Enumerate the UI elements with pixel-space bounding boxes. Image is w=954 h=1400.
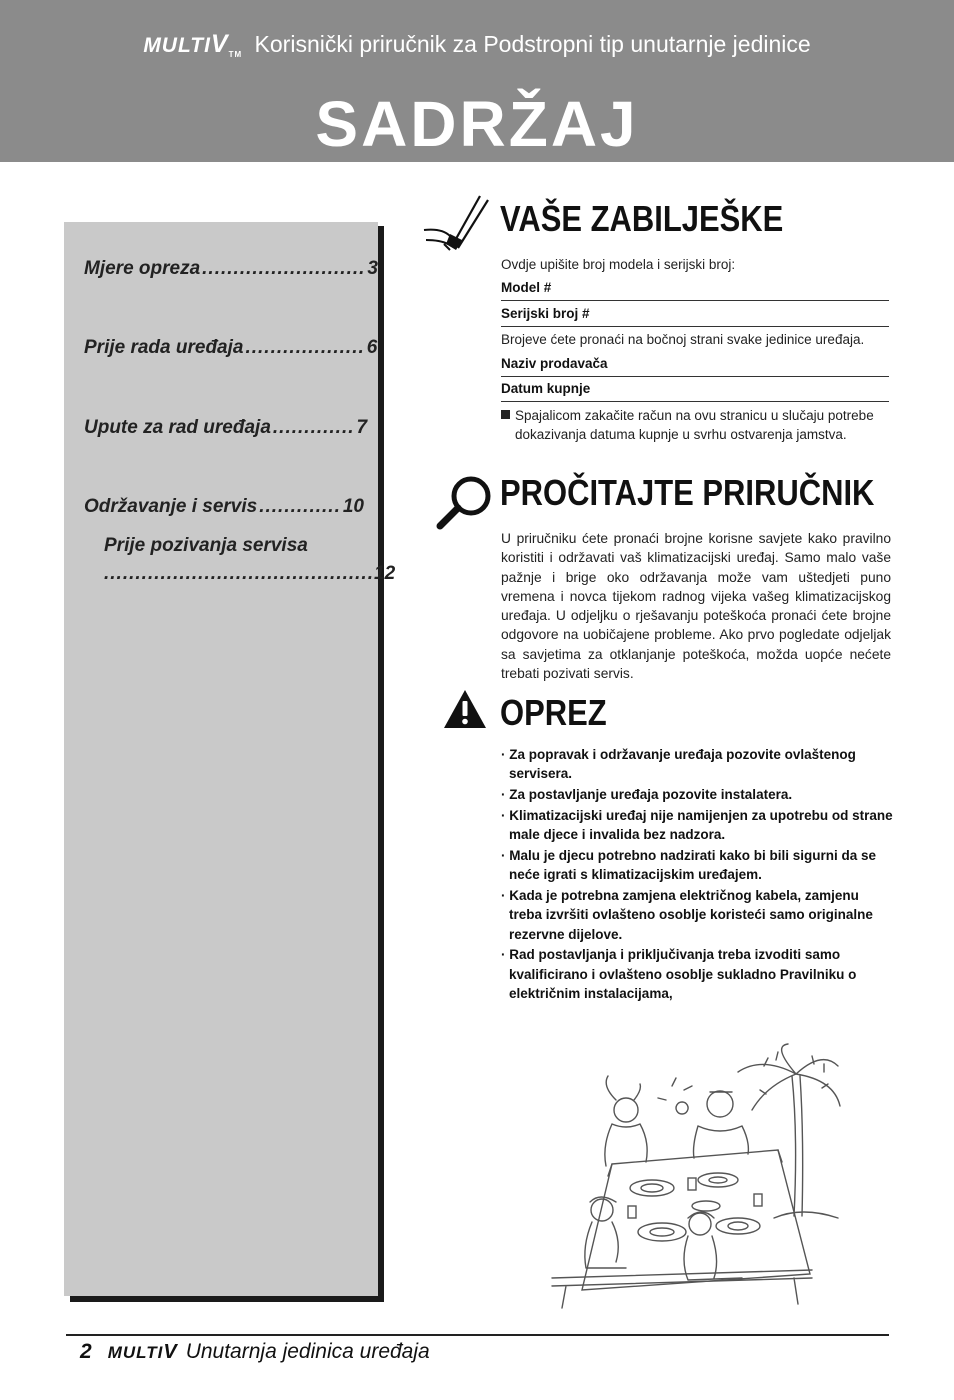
toc-subitem-dotline[interactable] bbox=[104, 563, 396, 585]
toc-dots: ............. bbox=[259, 496, 341, 517]
notes-section-title: VAŠE ZABILJEŠKE bbox=[500, 198, 784, 239]
divider bbox=[501, 300, 889, 301]
list-item: · Za popravak i održavanje uređaja pozovite ovlaštenog servisera. bbox=[501, 747, 856, 782]
list-item: · Za postavljanje uređaja pozovite instalatera. bbox=[501, 787, 793, 803]
list-item: · Rad postavljanja i priključivanja treba izvoditi samo kvalificirano i ovlašteno osoblje sukladno Pravilniku o električnim instalacijama, bbox=[501, 947, 857, 1002]
brand-logo bbox=[143, 30, 243, 59]
toc-label: Mjere opreza bbox=[84, 258, 201, 279]
read-section-title: PROČITAJTE PRIRUČNIK bbox=[500, 472, 875, 513]
toc-item-upute-za-rad[interactable] bbox=[84, 417, 368, 439]
notes-intro: Ovdje upišite broj modela i serijski broj: bbox=[501, 257, 736, 272]
toc-label: Upute za rad uređaja bbox=[84, 417, 271, 438]
table-of-contents bbox=[64, 222, 396, 1296]
page-footer bbox=[80, 1340, 430, 1364]
header-subtitle: Korisnički priručnik za Podstropni tip unutarnje jedinice bbox=[254, 31, 811, 57]
toc-label: Prije pozivanja servisa bbox=[104, 535, 308, 556]
header-subtitle-line bbox=[0, 30, 954, 59]
read-section-text: U priručniku ćete pronaći brojne korisne savjete kako pravilno koristiti i održavati vaš klimatizacijski uređaj. Samo malo vaše pažnje i brige oko održavanja može vam uštedjeti puno vremena i novca tijekom radnog vijeka vašeg klimatizacijskog uređaja. U odjeljku o rješavanju poteškoća pronaći ćete brojne odgovore na uobičajene probleme. Ako prvo pogledate odjeljak sa savjetima za otklanjanje poteškoća, možda uopće nećete trebati pozivati servis. bbox=[501, 531, 891, 682]
picnic-illustration bbox=[542, 1046, 842, 1310]
square-bullet-icon bbox=[501, 410, 510, 419]
serial-field[interactable]: Serijski broj # bbox=[501, 306, 590, 321]
toc-page: 3 bbox=[367, 258, 378, 279]
footer-brand-logo bbox=[108, 1341, 178, 1364]
model-field[interactable]: Model # bbox=[501, 280, 552, 295]
page-title: SADRŽAJ bbox=[315, 88, 639, 160]
footer-divider bbox=[66, 1334, 889, 1336]
toc-dots: ............. bbox=[272, 417, 355, 438]
brand-word: MULTI bbox=[107, 1343, 164, 1362]
divider bbox=[501, 401, 889, 402]
toc-dots: ........................................... bbox=[104, 563, 374, 584]
brand-v: V bbox=[210, 30, 229, 58]
caution-section-title: OPREZ bbox=[500, 692, 607, 733]
toc-label: Prije rada uređaja bbox=[84, 337, 244, 358]
toc-page: 12 bbox=[374, 563, 396, 584]
staple-note-text: Spajalicom zakačite račun na ovu stranicu u slučaju potrebe dokazivanja datuma kupnje u svrhu ostvarenja jamstva. bbox=[515, 408, 874, 442]
purchase-date-field[interactable]: Datum kupnje bbox=[501, 381, 591, 396]
list-item: · Klimatizacijski uređaj nije namijenjen za upotrebu od strane male djece i invalida bez nadzora. bbox=[501, 807, 893, 843]
magnifier-icon bbox=[434, 474, 494, 532]
toc-label: Održavanje i servis bbox=[84, 496, 258, 517]
divider bbox=[501, 376, 889, 377]
toc-page: 7 bbox=[356, 417, 368, 438]
dealer-field[interactable]: Naziv prodavača bbox=[501, 356, 608, 371]
warning-icon bbox=[442, 688, 488, 730]
footer-text: Unutarnja jedinica uređaja bbox=[185, 1340, 430, 1363]
page-header bbox=[0, 0, 954, 162]
toc-dots: ................... bbox=[245, 337, 365, 358]
toc-item-prije-rada[interactable] bbox=[84, 337, 378, 359]
brand-v: V bbox=[163, 1341, 178, 1363]
toc-item-odrzavanje[interactable] bbox=[84, 496, 364, 518]
list-item: · Malu je djecu potrebno nadzirati kako bi bili sigurni da se neće igrati s klimatizacijskim uređajem. bbox=[501, 847, 877, 883]
toc-dots: .......................... bbox=[202, 258, 366, 279]
page-number: 2 bbox=[80, 1340, 92, 1363]
toc-page: 6 bbox=[366, 337, 378, 358]
list-item: · Kada je potrebna zamjena električnog kabela, zamjenu treba izvršiti ovlašteno osoblje koristeći samo originalne rezervne dijelove. bbox=[501, 888, 873, 942]
caution-list bbox=[501, 745, 893, 1005]
toc-subitem-prije-pozivanja[interactable] bbox=[104, 535, 358, 557]
staple-note bbox=[501, 406, 891, 444]
toc-item-mjere-opreza[interactable] bbox=[84, 258, 378, 280]
pen-icon bbox=[422, 190, 492, 254]
serial-note: Brojeve ćete pronaći na bočnoj strani svake jedinice uređaja. bbox=[501, 332, 865, 347]
divider bbox=[501, 326, 889, 327]
brand-word: MULTI bbox=[143, 34, 211, 57]
brand-tm: TM bbox=[228, 50, 243, 59]
toc-page: 10 bbox=[342, 496, 364, 517]
